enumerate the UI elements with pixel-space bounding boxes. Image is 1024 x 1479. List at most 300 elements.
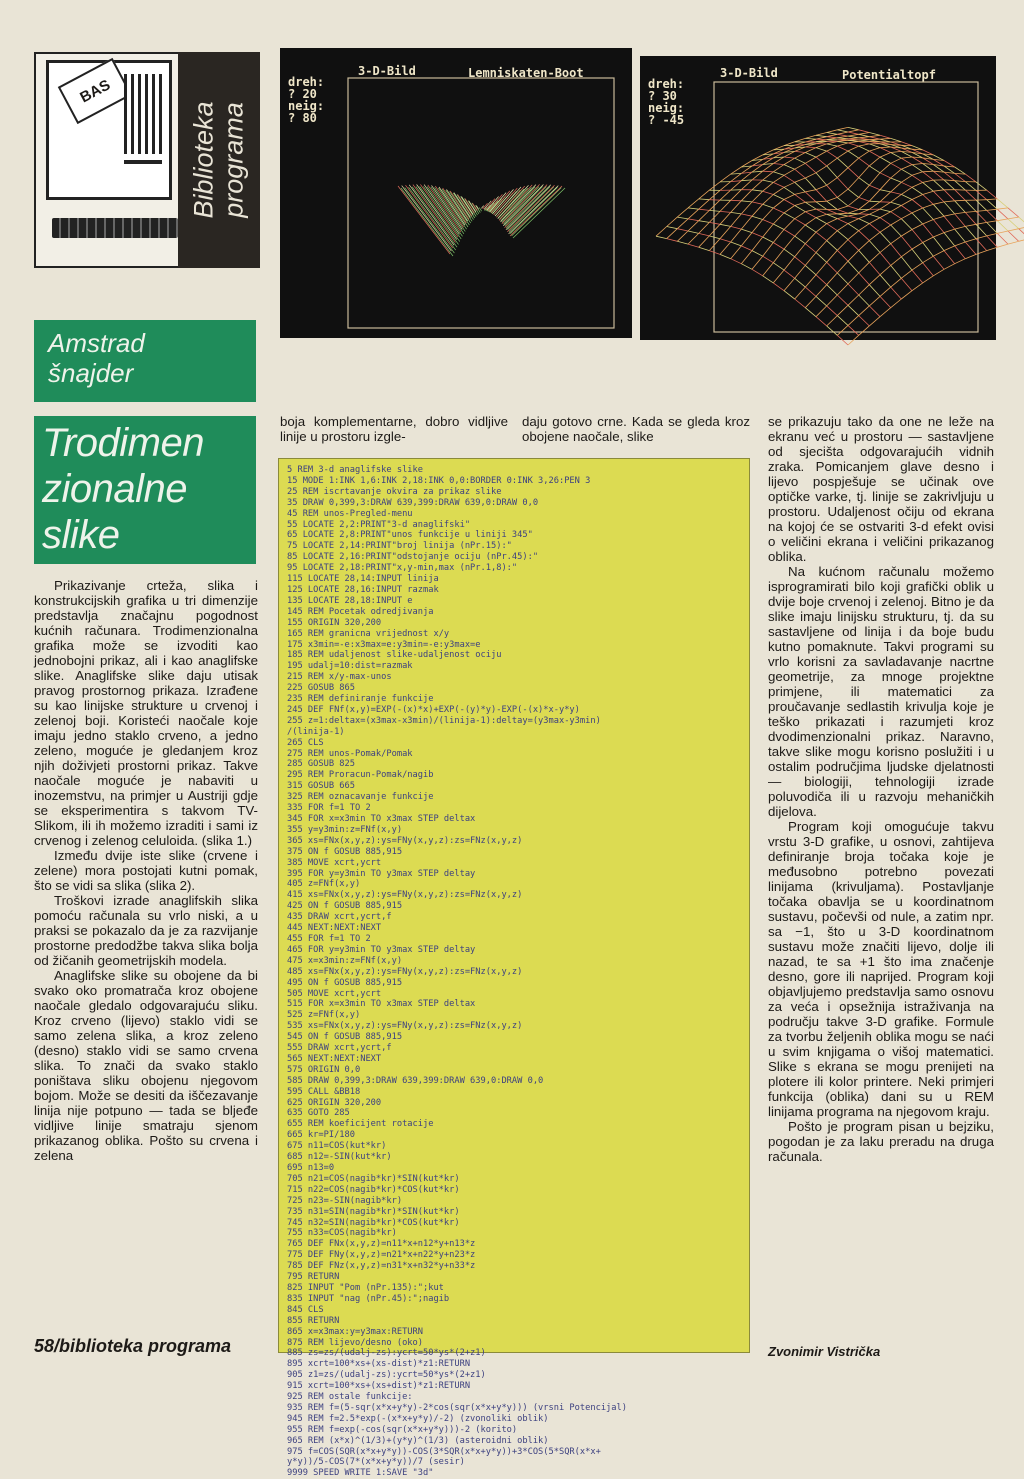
wireframe-line	[827, 197, 838, 201]
wireframe-line	[848, 130, 859, 132]
wireframe-line	[891, 192, 902, 195]
wireframe-line	[816, 241, 827, 253]
wireframe-line	[859, 134, 870, 136]
wireframe-line	[731, 190, 742, 201]
wireframe-line	[891, 163, 902, 169]
wireframe-line	[859, 144, 870, 146]
wireframe-line	[880, 225, 891, 232]
wireframe-line	[709, 210, 720, 211]
wireframe-line	[752, 237, 763, 251]
wireframe-line	[773, 182, 784, 187]
wireframe-line	[816, 218, 827, 224]
wireframe-line	[795, 194, 806, 202]
wireframe-line	[816, 139, 827, 140]
wireframe-line	[869, 166, 880, 173]
wireframe-line	[816, 144, 827, 148]
wireframe-line	[944, 233, 955, 246]
wireframe-line	[827, 158, 838, 166]
wireframe-line	[891, 178, 902, 182]
wireframe-line	[720, 226, 731, 238]
wireframe-line	[741, 229, 752, 233]
masthead-label-line2: programa	[219, 102, 249, 218]
wireframe-line	[699, 221, 710, 223]
wireframe-line	[869, 224, 880, 233]
wireframe-line	[731, 229, 742, 242]
wireframe-line	[805, 147, 816, 148]
wireframe-line	[827, 241, 838, 251]
wireframe-line	[805, 192, 816, 202]
wireframe-line	[827, 295, 838, 306]
paragraph: Prikazivanje crteža, slika i konstrukcijskih grafika u tri dimenzije predstavlja značajnu pogodnost kućnih računara. Trodimenzionalna grafika može se izvoditi kao jednobojni prikaz, ali i kao anaglifske slike. Anaglifske slike daju utisak pravog prostornog prikaza. Izrađene su kao linijske strukture u crvenoj i zelenoj boji. Koristeći naočale koje imaju jedno staklo crveno, a jedno zeleno, moguće je gledanjem kroz njih doživjeti prostorni prikaz. Takve naočale moguće je nabaviti u inozemstvu, na primjer u Austriji gdje se eksperimentira s takvom TV-Slikom, ili ih možemo izraditi i sami iz crvenog i zelenog celuloida. (slika 1.)	[34, 578, 258, 848]
wireframe-line	[880, 153, 891, 158]
wireframe-line	[805, 244, 816, 253]
wireframe-line	[837, 143, 848, 146]
wireframe-line	[869, 232, 880, 240]
wireframe-line	[773, 224, 784, 230]
wireframe-line	[859, 273, 870, 285]
wireframe-line	[923, 220, 934, 225]
wireframe-line	[752, 191, 763, 202]
wireframe-line	[741, 246, 752, 251]
wireframe-line	[923, 243, 934, 257]
wireframe-line	[923, 204, 934, 208]
wireframe-line	[827, 262, 838, 273]
wireframe-line	[805, 153, 816, 158]
wireframe-line	[763, 180, 774, 182]
wireframe-line	[955, 226, 966, 229]
wireframe-line	[773, 187, 784, 194]
wireframe-line	[869, 285, 880, 297]
wireframe-line	[848, 305, 859, 315]
wireframe-line	[709, 239, 720, 251]
wireframe-line	[891, 257, 902, 266]
wireframe-line	[965, 211, 976, 212]
paragraph: Troškovi izrade anaglifskih slika pomoću računala su vrlo niski, a u praksi se pokazalo da je za razvijanje prostorne predodžbe takva slika bolja od žičanih geometrijskih modela.	[34, 893, 258, 968]
wireframe-line	[933, 233, 944, 237]
wireframe-line	[805, 190, 816, 192]
wireframe-line	[912, 270, 923, 283]
wireframe-line	[848, 335, 859, 345]
wireframe-line	[869, 173, 880, 186]
wireframe-line	[741, 264, 752, 270]
wireframe-line	[816, 224, 827, 233]
wireframe-line	[944, 180, 955, 181]
wireframe-line	[869, 241, 880, 253]
wireframe-line	[837, 158, 848, 168]
wireframe-line	[933, 269, 944, 276]
wireframe-line	[891, 206, 902, 212]
wireframe-line	[805, 212, 816, 218]
wireframe-line	[869, 209, 880, 214]
wireframe-line	[912, 164, 923, 165]
wireframe-line	[827, 209, 838, 213]
wireframe-line	[827, 250, 838, 262]
wireframe-line	[784, 278, 795, 290]
wireframe-line	[773, 249, 784, 263]
wireframe-line	[507, 185, 554, 232]
wireframe-line	[933, 251, 944, 257]
wireframe-line	[933, 190, 944, 191]
wireframe-line	[805, 173, 816, 178]
article-title-line1: Trodimen	[42, 420, 252, 466]
wireframe-line	[795, 265, 806, 278]
wireframe-line	[784, 219, 795, 230]
wireframe-line	[912, 175, 923, 182]
wireframe-line	[720, 200, 731, 211]
wireframe-line	[923, 171, 934, 172]
wireframe-line	[1019, 239, 1024, 242]
wireframe-line	[923, 208, 934, 220]
wireframe-line	[869, 137, 880, 140]
wireframe-line	[741, 201, 752, 202]
wireframe-line	[784, 200, 795, 206]
wireframe-line	[795, 163, 806, 169]
wireframe-line	[795, 153, 806, 159]
wireframe-line	[827, 166, 838, 178]
wireframe-line	[773, 195, 784, 200]
wireframe-line	[848, 151, 859, 158]
wireframe-line	[901, 165, 912, 170]
wireframe-line	[891, 225, 902, 236]
wireframe-line	[827, 201, 838, 209]
wireframe-line	[827, 231, 838, 241]
wireframe-line	[944, 229, 955, 233]
wireframe-line	[955, 167, 966, 174]
wireframe-line	[880, 178, 891, 190]
wireframe-line	[880, 148, 891, 153]
wireframe-line	[912, 213, 923, 224]
wireframe-line	[901, 213, 912, 219]
wireframe-line	[784, 158, 795, 164]
wireframe-line	[795, 182, 806, 192]
wireframe-line	[837, 130, 848, 132]
wireframe-line	[859, 209, 870, 213]
wireframe-line	[795, 212, 806, 219]
wireframe-line	[901, 278, 912, 290]
wireframe-line	[965, 242, 976, 254]
wireframe-line	[912, 249, 923, 263]
wireframe-line	[880, 192, 891, 202]
wireframe-line	[848, 210, 859, 214]
wireframe-line	[869, 275, 880, 285]
wireframe-line	[784, 194, 795, 199]
wireframe-line	[987, 210, 998, 220]
wireframe-line	[965, 212, 976, 224]
article-column-1	[34, 578, 258, 1163]
wireframe-line	[1019, 217, 1024, 226]
wireframe-line	[891, 278, 902, 287]
wireframe-line	[731, 212, 742, 214]
wireframe-line	[859, 285, 870, 295]
figure-right-prompt-line: dreh:	[648, 77, 684, 91]
wireframe-line	[816, 148, 827, 152]
wireframe-line	[805, 275, 816, 287]
wireframe-line	[795, 158, 806, 163]
wireframe-line	[837, 216, 848, 219]
wireframe-line	[859, 262, 870, 273]
wireframe-line	[763, 224, 774, 237]
wireframe-line	[699, 247, 710, 250]
wireframe-line	[827, 214, 838, 215]
wireframe-line	[912, 224, 923, 230]
wireframe-line	[816, 201, 827, 202]
wireframe-line	[848, 295, 859, 305]
wireframe-line	[827, 151, 838, 158]
wireframe-line	[699, 233, 710, 236]
wireframe-line	[848, 316, 859, 326]
wireframe-line	[752, 269, 763, 276]
wireframe-line	[869, 201, 880, 202]
wireframe-line	[880, 173, 891, 178]
listing-code: 5 REM 3-d anaglifske slike 15 MODE 1:INK 1,6:INK 2,18:INK 0,0:BORDER 0:INK 3,26:PEN 3 25 REM iscrtavanje okvira za prikaz slike 35 DRAW 0,399,3:DRAW 639,399:DRAW 639,0:DRAW 0,0 45 REM unos-Pregled-menu 55 LOCATE 2,2:PRINT"3-d anaglifski" 65 LOCATE 2,8:PRINT"unos funkcije u liniji 345" 75 LOCATE 2,14:PRINT"broj linija (nPr.15):" 85 LOCATE 2,16:PRINT"odstojanje ociju (nPr.45):" 95 LOCATE 2,18:PRINT"x,y-min,max (nPr.1,8):" 115 LOCATE 28,14:INPUT linija 125 LOCATE 28,16:INPUT razmak 135 LOCATE 28,18:INPUT e 145 REM Pocetak odredjivanja 155 ORIGIN 320,200 165 REM granicna vrijednost x/y 175 x3min=-e:x3max=e:y3min=-e:y3max=e 185 REM udaljenost slike-udaljenost ociju 195 udalj=10:dist=razmak 215 REM x/y-max-unos 225 GOSUB 865 235 REM definiranje funkcije 245 DEF FNf(x,y)=EXP(-(x)*x)+EXP(-(y)*y)-EXP(-(x)*x-y*y) 255 z=1:deltax=(x3max-x3min)/(linija-1):deltay=(y3max-y3min) /(linija-1) 265 CLS 275 REM unos-Pomak/Pomak 285 GOSUB 825 295 REM Proracun-Pomak/nagib 315 GOSUB 665 325 REM oznacavanje funkcije 335 FOR f=1 TO 2 345 FOR x=x3min TO x3max STEP deltax 355 y=y3min:z=FNf(x,y) 365 xs=FNx(x,y,z):ys=FNy(x,y,z):zs=FNz(x,y,z) 375 ON f GOSUB 885,915 385 MOVE xcrt,ycrt 395 FOR y=y3min TO y3max STEP deltay 405 z=FNf(x,y) 415 xs=FNx(x,y,z):ys=FNy(x,y,z):zs=FNz(x,y,z) 425 ON f GOSUB 885,915 435 DRAW xcrt,ycrt,f 445 NEXT:NEXT:NEXT 455 FOR f=1 TO 2 465 FOR y=y3min TO y3max STEP deltay 475 x=x3min:z=FNf(x,y) 485 xs=FNx(x,y,z):ys=FNy(x,y,z):zs=FNz(x,y,z) 495 ON f GOSUB 885,915 505 MOVE xcrt,ycrt 515 FOR x=x3min TO x3max STEP deltax 525 z=FNf(x,y) 535 xs=FNx(x,y,z):ys=FNy(x,y,z):zs=FNz(x,y,z) 545 ON f GOSUB 885,915 555 DRAW xcrt,ycrt,f 565 NEXT:NEXT:NEXT 575 ORIGIN 0,0 585 DRAW 0,399,3:DRAW 639,399:DRAW 639,0:DRAW 0,0 595 CALL &BB18 625 ORIGIN 320,200 635 GOTO 285 655 REM koeficijent rotacije 665 kr=PI/180 675 n11=COS(kut*kr) 685 n12=-SIN(kut*kr) 695 n13=0 705 n21=COS(nagib*kr)*SIN(kut*kr) 715 n22=COS(nagib*kr)*COS(kut*kr) 725 n23=-SIN(nagib*kr) 735 n31=SIN(nagib*kr)*SIN(kut*kr) 745 n32=SIN(nagib*kr)*COS(kut*kr) 755 n33=COS(nagib*kr) 765 DEF FNx(x,y,z)=n11*x+n12*y+n13*z 775 DEF FNy(x,y,z)=n21*x+n22*y+n23*z 785 DEF FNz(x,y,z)=n31*x+n32*y+n33*z 795 RETURN 825 INPUT "Pom (nPr.135):";kut 835 INPUT "nag (nPr.45):";nagib 845 CLS 855 RETURN 865 x=x3max:y=y3max:RETURN 875 REM lijevo/desno (oko) 885 zs=zs/(udalj-zs):ycrt=50*ys*(2+z1) 895 xcrt=100*xs+(xs-dist)*z1:RETURN 905 z1=zs/(udalj-zs):ycrt=50*ys*(2+z1) 915 xcrt=100*xs+(xs+dist)*z1:RETURN 925 REM ostale funkcije: 935 REM f=(5-sqr(x*x+y*y)-2*cos(sqr(x*x+y*y))) (vrsni Potencijal) 945 REM f=2.5*exp(-(x*x+y*y)/-2) (zvonoliki oblik) 955 REM f=exp(-cos(sqr(x*x+y*y)))-2 (korito) 965 REM (x*x)^(1/3)+(y*y)^(1/3) (asteroidni oblik) 975 f=COS(SQR(x*x+y*y))-COS(3*SQR(x*x+y*y))+3*COS(5*SQR(x*x+ y*y))/5-COS(7*(x*x+y*y))/7 (sesir) 9999 SPEED WRITE 1:SAVE "3d"	[287, 465, 741, 1479]
wireframe-line	[848, 284, 859, 295]
wireframe-line	[965, 254, 976, 258]
wireframe-line	[827, 133, 838, 135]
wireframe-line	[816, 202, 827, 210]
wireframe-line	[923, 195, 934, 205]
wireframe-line	[837, 142, 848, 143]
wireframe-line	[944, 214, 955, 216]
wireframe-line	[848, 197, 859, 206]
wireframe-line	[848, 189, 859, 197]
wireframe-line	[837, 284, 848, 295]
wireframe-line	[731, 259, 742, 264]
wireframe-line	[731, 226, 742, 229]
wireframe-line	[816, 214, 827, 217]
wireframe-line	[955, 190, 966, 201]
wireframe-line	[891, 202, 902, 205]
wireframe-line	[880, 138, 891, 139]
wireframe-line	[837, 316, 848, 326]
wireframe-line	[837, 325, 848, 335]
wireframe-line	[901, 257, 912, 270]
wireframe-line	[912, 165, 923, 172]
wireframe-line	[795, 225, 806, 236]
wireframe-line	[901, 169, 912, 175]
wireframe-line	[784, 157, 795, 158]
wireframe-line	[827, 137, 838, 138]
wireframe-line	[880, 163, 891, 173]
wireframe-line	[965, 200, 976, 211]
wireframe-line	[1019, 229, 1024, 239]
wireframe-line	[805, 296, 816, 307]
author-name: Zvonimir Vistrička	[768, 1344, 880, 1359]
figure-lemniskaten-boot	[280, 48, 632, 338]
wireframe-line	[752, 233, 763, 237]
wireframe-line	[816, 133, 827, 136]
wireframe-line	[837, 127, 848, 129]
wireframe-line	[827, 224, 838, 231]
wireframe-line	[859, 151, 870, 158]
wireframe-line	[912, 263, 923, 270]
wireframe-line	[869, 185, 880, 189]
wireframe-line	[837, 197, 848, 206]
wireframe-line	[709, 200, 720, 210]
wireframe-line	[763, 237, 774, 243]
article-title	[34, 416, 256, 564]
wireframe-line	[677, 208, 688, 217]
wireframe-line	[773, 243, 784, 250]
wireframe-line	[827, 316, 838, 326]
wireframe-line	[859, 158, 870, 166]
wireframe-line	[773, 270, 784, 283]
wireframe-line	[784, 213, 795, 219]
wireframe-line	[859, 146, 870, 151]
wireframe-line	[880, 287, 891, 296]
wireframe-line	[805, 232, 816, 244]
wireframe-line	[859, 185, 870, 197]
wireframe-line	[805, 163, 816, 173]
wireframe-line	[901, 270, 912, 278]
wireframe-line	[709, 224, 720, 236]
wireframe-line	[869, 306, 880, 317]
wireframe-line	[859, 224, 870, 231]
wireframe-line	[720, 174, 731, 182]
wireframe-line	[848, 325, 859, 335]
wireframe-line	[763, 191, 774, 194]
wireframe-line	[837, 178, 848, 190]
wireframe-line	[901, 219, 912, 230]
wireframe-line	[955, 214, 966, 227]
wireframe-line	[763, 276, 774, 283]
wireframe-line	[848, 250, 859, 261]
wireframe-line	[827, 178, 838, 186]
figure-right-title-right: Potentialtopf	[842, 68, 936, 82]
wireframe-line	[944, 202, 955, 214]
wireframe-line	[997, 199, 1008, 208]
wireframe-line	[699, 190, 710, 199]
wireframe-line	[848, 273, 859, 284]
wireframe-line	[720, 190, 731, 200]
wireframe-line	[677, 241, 688, 244]
wireframe-line	[859, 166, 870, 178]
wireframe-line	[699, 209, 710, 210]
wireframe-line	[848, 134, 859, 136]
wireframe-line	[933, 216, 944, 219]
wireframe-line	[688, 233, 699, 244]
wireframe-line	[709, 251, 720, 255]
figure-left-frame	[348, 78, 614, 328]
figure-left-prompt-line: dreh:	[288, 75, 324, 89]
wireframe-line	[997, 221, 1008, 231]
wireframe-line	[901, 236, 912, 249]
figure-right-plot	[640, 56, 996, 340]
paragraph: daju gotovo crne. Kada se gleda kroz obojene naočale, slike	[522, 414, 750, 444]
wireframe-line	[837, 134, 848, 136]
wireframe-line	[688, 221, 699, 231]
wireframe-line	[837, 261, 848, 273]
wireframe-line	[869, 133, 880, 136]
article-title-line3: slike	[42, 512, 252, 558]
wireframe-line	[891, 212, 902, 219]
wireframe-line	[773, 208, 784, 213]
wireframe-line	[816, 275, 827, 285]
wireframe-line	[859, 219, 870, 224]
wireframe-line	[763, 171, 774, 172]
logo-stripes-icon	[124, 74, 164, 154]
wireframe-line	[805, 178, 816, 190]
wireframe-line	[784, 230, 795, 237]
wireframe-line	[933, 171, 944, 180]
wireframe-line	[880, 147, 891, 148]
figure-left-prompt-line: neig:	[288, 99, 324, 113]
wireframe-line	[805, 157, 816, 163]
wireframe-line	[1008, 208, 1019, 217]
figure-potentialtopf	[640, 56, 996, 340]
wireframe-line	[731, 167, 742, 174]
wireframe-line	[912, 243, 923, 250]
wireframe-line	[1008, 241, 1019, 244]
wireframe-line	[805, 218, 816, 225]
wireframe-line	[784, 169, 795, 175]
wireframe-line	[869, 139, 880, 140]
wireframe-line	[923, 191, 934, 194]
wireframe-line	[837, 132, 848, 134]
wireframe-line	[1008, 229, 1019, 231]
wireframe-line	[688, 244, 699, 247]
wireframe-line	[944, 180, 955, 190]
wireframe-line	[891, 299, 902, 308]
wireframe-line	[923, 224, 934, 237]
wireframe-line	[837, 168, 848, 178]
wireframe-line	[784, 165, 795, 170]
wireframe-line	[827, 219, 838, 224]
wireframe-line	[891, 169, 902, 178]
wireframe-line	[837, 136, 848, 138]
wireframe-line	[933, 220, 944, 233]
paragraph: Program koji omogućuje takvu vrstu 3-D grafike, u osnovi, zahtijeva definiranje broja točaka koje je međusobno potrebno povezati linijama (krivuljama). Postavljanje točaka obavlja se u koordinatnom sustavu, počevši od nule, a zatim npr. sa −1, što u 3-D koordinatnom sustavu može značiti lijevo, dolje ili nazad, te sa +1 što ima značenje desno, gore ili naprijed. Program koji objavljujemo predstavlja samo osnovu za veća i opsežnija istraživanja na području takve 3-D grafike. Formule za tvorbu željenih oblika mogu se naći u svim knjigama o višoj matematici. Slike s ekrana se mogu prenijeti na plotere ili kolor printere. Neki primjeri funkcija (oblika) dani su u REM linijama programa na njegovom kraju.	[768, 819, 994, 1119]
wireframe-line	[752, 171, 763, 180]
wireframe-line	[891, 265, 902, 278]
wireframe-line	[816, 262, 827, 275]
wireframe-line	[955, 212, 966, 214]
wireframe-line	[827, 130, 838, 133]
wireframe-line	[1019, 227, 1024, 229]
wireframe-line	[955, 200, 966, 201]
wireframe-line	[805, 138, 816, 139]
wireframe-line	[688, 199, 699, 208]
masthead-band	[178, 52, 260, 268]
wireframe-line	[901, 206, 912, 213]
wireframe-line	[677, 217, 688, 219]
wireframe-line	[688, 219, 699, 221]
wireframe-line	[795, 287, 806, 299]
wireframe-line	[859, 130, 870, 133]
wireframe-line	[880, 218, 891, 225]
wireframe-line	[402, 186, 452, 252]
wireframe-line	[827, 326, 838, 335]
paragraph: Između dvije iste slike (crvene i zelene) mora postojati kutni pomak, što se vidi sa slika (slika 2).	[34, 848, 258, 893]
wireframe-line	[891, 244, 902, 257]
wireframe-line	[731, 214, 742, 227]
wireframe-line	[848, 231, 859, 240]
wireframe-line	[944, 246, 955, 251]
wireframe-line	[859, 178, 870, 186]
potential-well-wireframe	[656, 127, 1024, 345]
wireframe-line	[880, 244, 891, 253]
lemniscate-wireframe	[398, 184, 565, 256]
wireframe-line	[837, 214, 848, 216]
wireframe-line	[848, 206, 859, 210]
wireframe-line	[752, 251, 763, 257]
wireframe-line	[837, 250, 848, 261]
wireframe-line	[667, 227, 678, 229]
wireframe-line	[752, 190, 763, 191]
wireframe-line	[688, 209, 699, 219]
wireframe-line	[795, 236, 806, 244]
wireframe-line	[880, 232, 891, 244]
wireframe-line	[795, 299, 806, 308]
